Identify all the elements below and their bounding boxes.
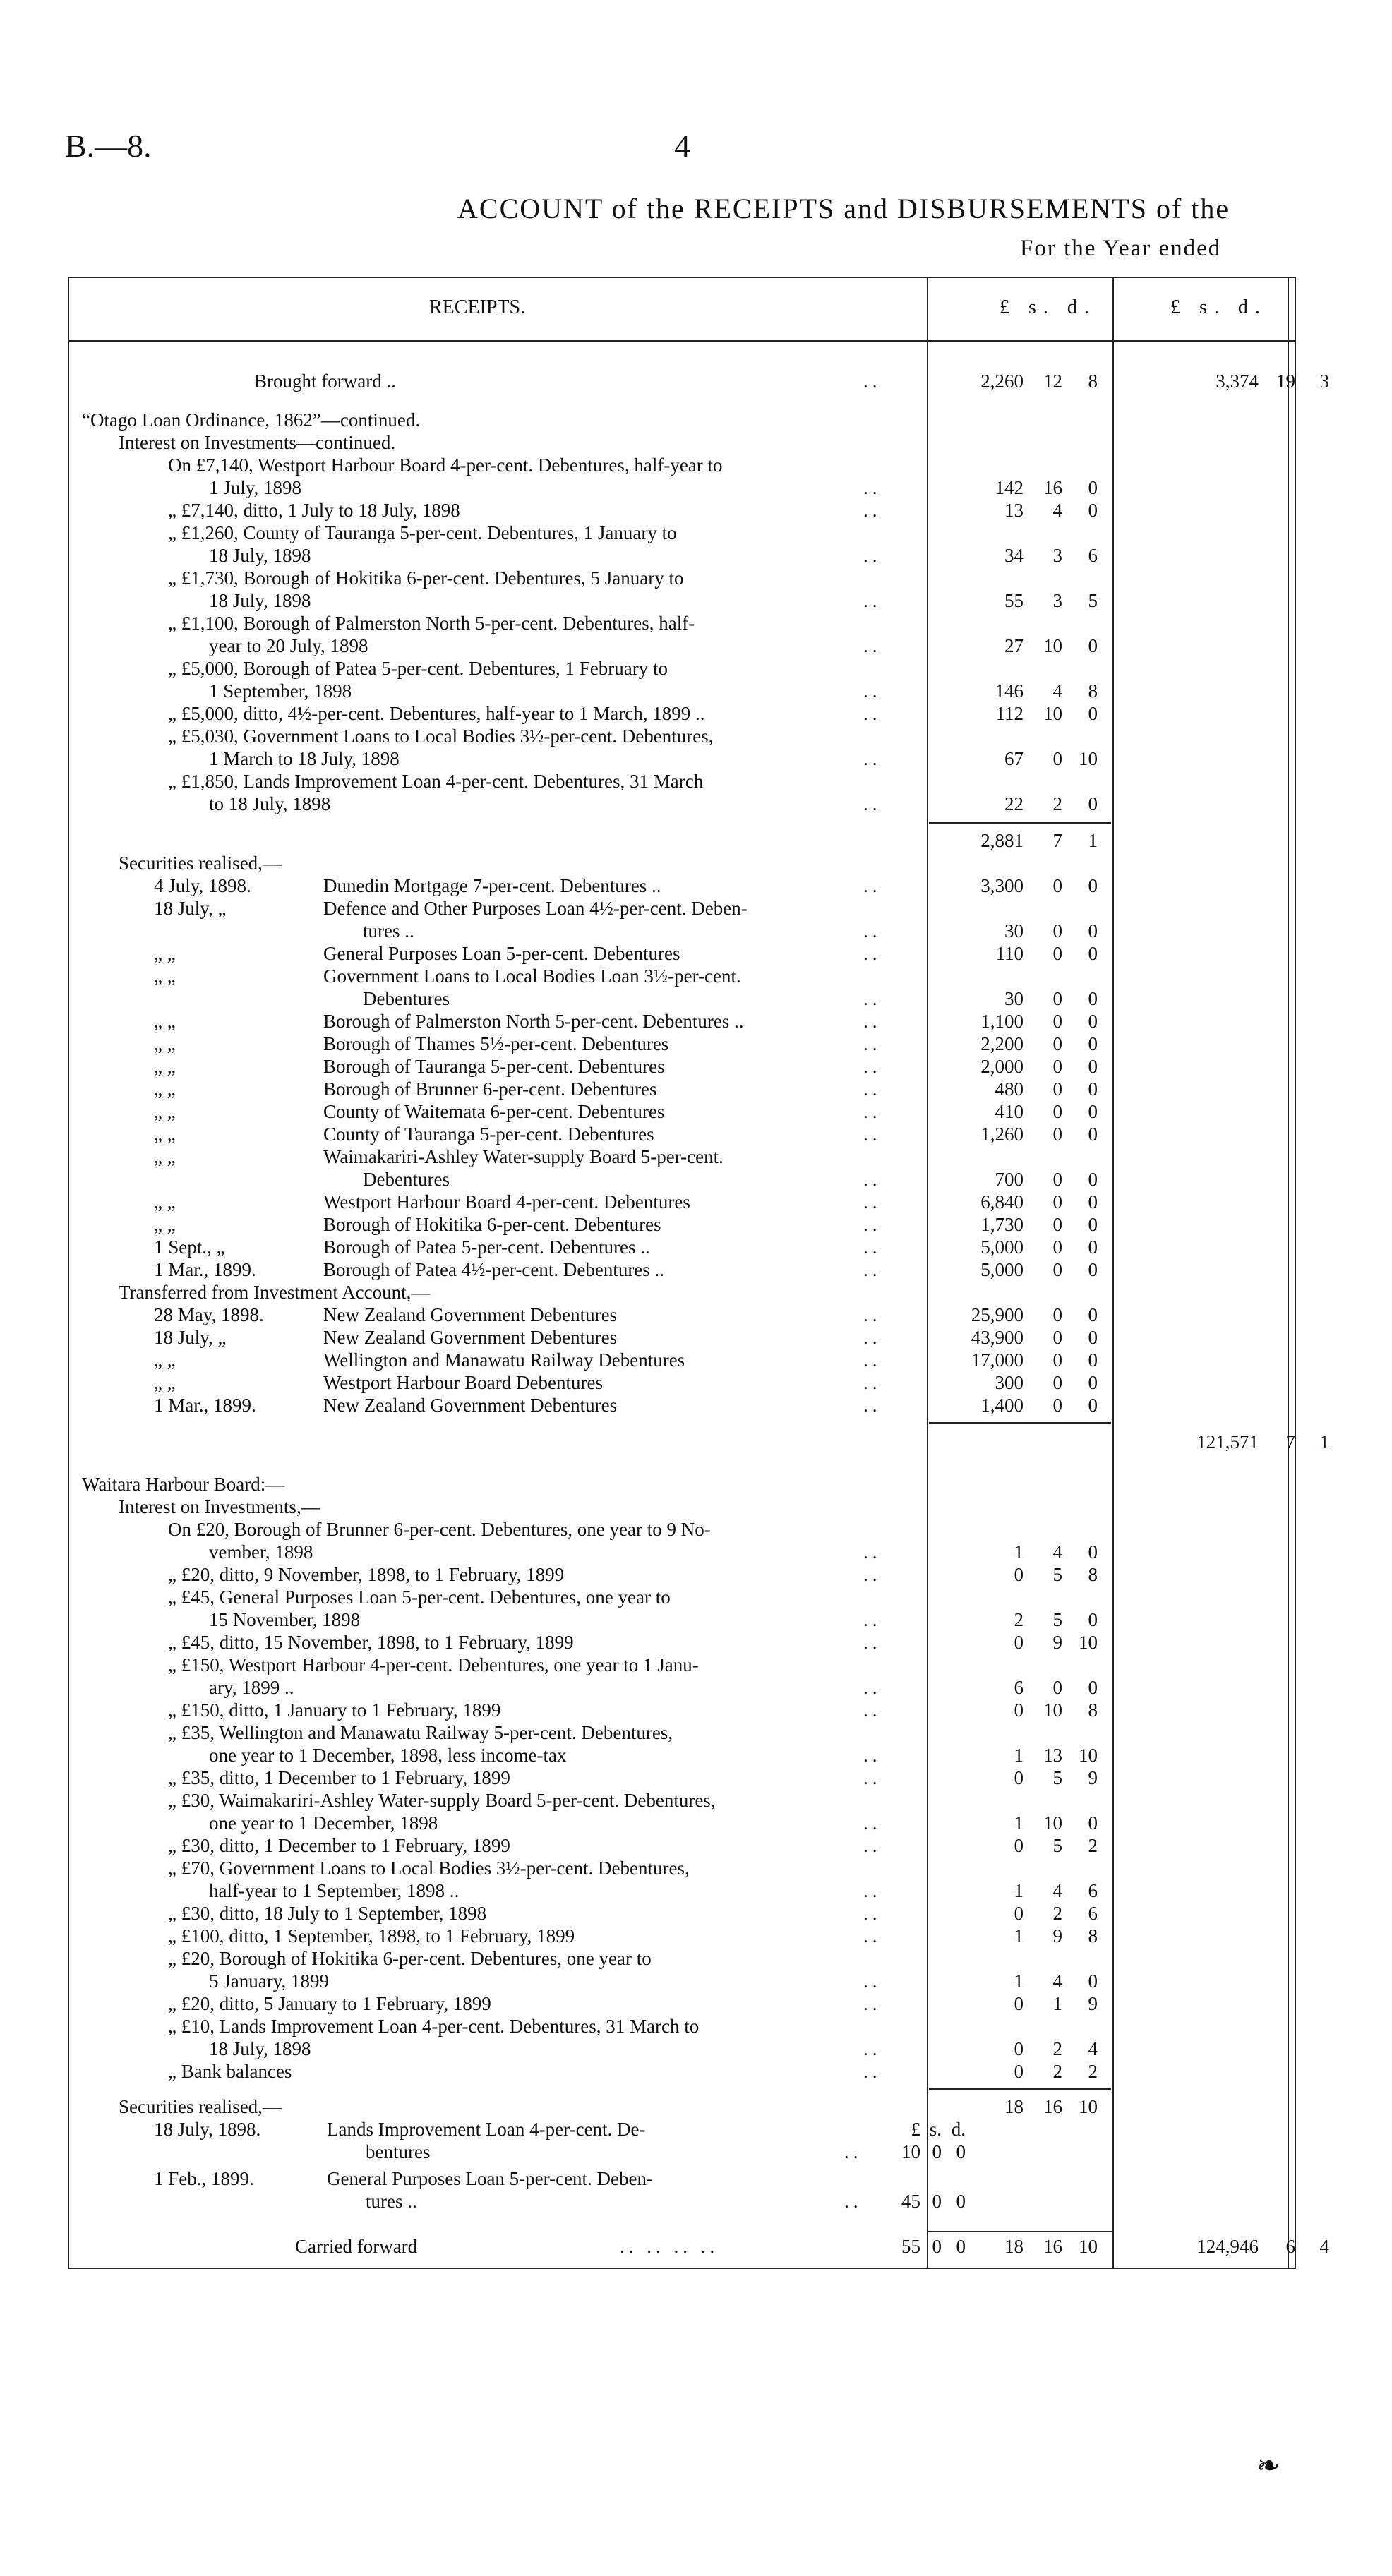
table-row xyxy=(69,897,1297,920)
table-row xyxy=(69,1812,1297,1834)
row-text: Defence and Other Purposes Loan 4½-per-cent. Deben- xyxy=(323,898,748,919)
inner-amount: 45 0 0 xyxy=(901,2191,966,2212)
row-text: Waimakariri-Ashley Water-supply Board 5-per-cent. xyxy=(323,1146,724,1167)
leader-dots: .. xyxy=(863,1236,882,1258)
row-text: Debentures xyxy=(363,988,450,1009)
row-text: 18 July, 1898 xyxy=(209,590,311,611)
amount: 6 0 0 xyxy=(1014,1677,1098,1698)
amount: 0 10 8 xyxy=(1014,1699,1098,1721)
leader-dots: .. xyxy=(863,1767,882,1788)
table-row xyxy=(69,1947,1297,1970)
amount: 110 0 0 xyxy=(995,943,1098,964)
ink-blot-mark: ❧ xyxy=(1256,2450,1280,2481)
amount: 43,900 0 0 xyxy=(971,1327,1098,1348)
row-text: to 18 July, 1898 xyxy=(209,793,331,814)
leader-dots: .. xyxy=(863,545,882,566)
leader-dots: .. xyxy=(863,1903,882,1924)
total-amount: 124,946 6 4 xyxy=(1196,2236,1329,2257)
amount: 142 16 0 xyxy=(995,477,1098,498)
table-row xyxy=(69,680,1297,702)
inner-amount: £ s. d. xyxy=(911,2119,966,2140)
row-date: 1 Mar., 1899. xyxy=(154,1395,256,1416)
subsection-heading xyxy=(69,852,1297,874)
table-row xyxy=(69,747,1297,770)
leader-dots: .. xyxy=(863,1214,882,1235)
row-text: „ £5,030, Government Loans to Local Bodies 3½-per-cent. Debentures, xyxy=(168,726,714,747)
brought-forward-row xyxy=(69,370,1329,392)
subtotal-rule xyxy=(929,2088,1111,2090)
leader-dots: .. xyxy=(863,1880,882,1901)
subsection-heading xyxy=(69,431,1297,454)
receipts-table xyxy=(68,277,1329,2269)
row-text: Wellington and Manawatu Railway Debentures xyxy=(323,1349,685,1371)
row-date: 4 July, 1898. xyxy=(154,875,251,896)
subtotal-rule xyxy=(929,1422,1111,1424)
row-text: 1 March to 18 July, 1898 xyxy=(209,748,400,769)
amount: 0 1 9 xyxy=(1014,1993,1098,2014)
row-text: New Zealand Government Debentures xyxy=(323,1395,618,1416)
row-text: New Zealand Government Debentures xyxy=(323,1304,618,1325)
table-row xyxy=(69,1767,1297,1789)
header-rule xyxy=(69,340,1295,342)
amount: 1 9 8 xyxy=(1014,1925,1098,1946)
row-text: „ £30, ditto, 1 December to 1 February, 1899 xyxy=(168,1835,510,1856)
row-date: „ „ xyxy=(154,943,176,964)
row-text: „ £150, Westport Harbour 4-per-cent. Debentures, one year to 1 Janu- xyxy=(168,1654,699,1675)
amount: 5,000 0 0 xyxy=(980,1259,1098,1280)
leader-dots: .. xyxy=(863,2061,882,2082)
leader-dots: .. xyxy=(863,1812,882,1834)
section-heading xyxy=(69,409,1297,431)
table-row xyxy=(69,1586,1297,1608)
row-text: „ £1,100, Borough of Palmerston North 5-per-cent. Debentures, half- xyxy=(168,613,695,634)
row-text: Borough of Hokitika 6-per-cent. Debentures xyxy=(323,1214,661,1235)
row-date: 1 Sept., „ xyxy=(154,1236,225,1258)
leader-dots: .. xyxy=(863,1078,882,1100)
row-date: „ „ xyxy=(154,1349,176,1371)
table-row xyxy=(69,1857,1297,1879)
leader-dots: .. xyxy=(863,1564,882,1585)
row-date: 18 July, „ xyxy=(154,898,227,919)
row-text: bentures xyxy=(366,2141,431,2162)
row-text: Debentures xyxy=(363,1169,450,1190)
row-text: General Purposes Loan 5-per-cent. Deben- xyxy=(327,2168,654,2189)
section-total-row xyxy=(69,1431,1329,1453)
row-text: Brought forward .. xyxy=(254,371,396,392)
leader-dots: .. .. .. .. xyxy=(620,2236,719,2257)
table-row xyxy=(69,1744,1297,1767)
table-row xyxy=(69,2118,1297,2141)
amount: 18 16 10 xyxy=(1004,2096,1098,2117)
amount: 1 13 10 xyxy=(1014,1745,1098,1766)
row-text: half-year to 1 September, 1898 .. xyxy=(209,1880,460,1901)
leader-dots: .. xyxy=(863,943,882,964)
row-date: „ „ xyxy=(154,1101,176,1122)
table-row xyxy=(69,1236,1297,1258)
table-row xyxy=(69,1563,1297,1586)
account-title: ACCOUNT of the RECEIPTS and DISBURSEMENTS of the xyxy=(457,193,1230,224)
row-text: tures .. xyxy=(363,920,414,941)
leader-dots: .. xyxy=(863,1124,882,1145)
table-row xyxy=(69,1349,1297,1371)
amount: 0 9 10 xyxy=(1014,1632,1098,1653)
row-text: tures .. xyxy=(366,2191,417,2212)
leader-dots: .. xyxy=(863,635,882,656)
table-row xyxy=(69,1326,1297,1349)
table-row xyxy=(69,2060,1297,2083)
row-text: Carried forward xyxy=(295,2236,418,2257)
row-date: „ „ xyxy=(154,1056,176,1077)
amount: 2 5 0 xyxy=(1014,1609,1098,1630)
leader-dots: .. xyxy=(863,1699,882,1721)
row-date: 1 Mar., 1899. xyxy=(154,1259,256,1280)
amount: 18 16 10 xyxy=(1004,2236,1098,2257)
table-row xyxy=(69,476,1297,499)
leader-dots: .. xyxy=(863,500,882,521)
amount: 0 2 6 xyxy=(1014,1903,1098,1924)
table-row xyxy=(69,1371,1297,1394)
leader-dots: .. xyxy=(863,988,882,1009)
table-row xyxy=(69,702,1297,725)
row-date: 1 Feb., 1899. xyxy=(154,2168,254,2189)
leader-dots: .. xyxy=(844,2141,863,2162)
leader-dots: .. xyxy=(863,1745,882,1766)
table-row xyxy=(69,1789,1297,1812)
amount: 700 0 0 xyxy=(995,1169,1098,1190)
row-text: „ £10, Lands Improvement Loan 4-per-cent. Debentures, 31 March to xyxy=(168,2016,700,2037)
table-row xyxy=(69,634,1297,657)
row-date: „ „ xyxy=(154,1372,176,1393)
row-text: „ £1,730, Borough of Hokitika 6-per-cent. Debentures, 5 January to xyxy=(168,567,684,589)
row-text: Lands Improvement Loan 4-per-cent. De- xyxy=(327,2119,646,2140)
leader-dots: .. xyxy=(863,1169,882,1190)
subtotal-row xyxy=(69,829,1297,852)
leader-dots: .. xyxy=(844,2191,863,2212)
row-text: Waitara Harbour Board:— xyxy=(82,1474,285,1495)
row-text: „ £35, Wellington and Manawatu Railway 5-per-cent. Debentures, xyxy=(168,1722,673,1743)
amount: 2,260 12 8 xyxy=(980,371,1098,392)
amount: 5,000 0 0 xyxy=(980,1236,1098,1258)
leader-dots: .. xyxy=(863,680,882,702)
row-date: „ „ xyxy=(154,1124,176,1145)
row-date: 18 July, 1898. xyxy=(154,2119,261,2140)
subsection-heading xyxy=(69,1281,1297,1304)
amount: 0 2 2 xyxy=(1014,2061,1098,2082)
leader-dots: .. xyxy=(863,748,882,769)
leader-dots: .. xyxy=(863,371,882,392)
table-row xyxy=(69,1608,1297,1631)
row-text: 1 July, 1898 xyxy=(209,477,302,498)
amount: 1,100 0 0 xyxy=(980,1011,1098,1032)
amount: 0 5 8 xyxy=(1014,1564,1098,1585)
receipts-heading: RECEIPTS. xyxy=(429,296,526,318)
document-code: B.—8. xyxy=(65,128,152,164)
table-row xyxy=(69,1699,1297,1721)
amount: 3,300 0 0 xyxy=(980,875,1098,896)
row-date: „ „ xyxy=(154,1033,176,1054)
table-row xyxy=(69,920,1297,942)
leader-dots: .. xyxy=(863,1372,882,1393)
table-row xyxy=(69,725,1297,747)
currency-heading: £ s. d. xyxy=(1000,296,1096,318)
table-row xyxy=(69,1541,1297,1563)
row-text: vember, 1898 xyxy=(209,1541,313,1563)
row-text: “Otago Loan Ordinance, 1862”—continued. xyxy=(82,409,421,431)
leader-dots: .. xyxy=(863,1011,882,1032)
leader-dots: .. xyxy=(863,1327,882,1348)
table-row xyxy=(69,1902,1297,1925)
row-text: Interest on Investments,— xyxy=(119,1496,320,1517)
amount: 0 2 4 xyxy=(1014,2038,1098,2059)
row-text: County of Waitemata 6-per-cent. Debentures xyxy=(323,1101,665,1122)
leader-dots: .. xyxy=(863,875,882,896)
table-row xyxy=(69,1055,1297,1078)
amount: 2,881 7 1 xyxy=(980,830,1098,851)
table-row xyxy=(69,1145,1297,1168)
row-date: „ „ xyxy=(154,1146,176,1167)
amount: 22 2 0 xyxy=(1004,793,1098,814)
leader-dots: .. xyxy=(863,1349,882,1371)
row-text: „ £5,000, ditto, 4½-per-cent. Debentures, half-year to 1 March, 1899 .. xyxy=(168,703,705,724)
leader-dots: .. xyxy=(863,1101,882,1122)
table-row xyxy=(69,544,1297,567)
amount: 2,000 0 0 xyxy=(980,1056,1098,1077)
row-text: „ £30, Waimakariri-Ashley Water-supply Board 5-per-cent. Debentures, xyxy=(168,1790,716,1811)
row-text: Dunedin Mortgage 7-per-cent. Debentures .. xyxy=(323,875,661,896)
currency-heading: £ s. d. xyxy=(1170,296,1267,318)
row-text: „ £150, ditto, 1 January to 1 February, 1899 xyxy=(168,1699,501,1721)
row-text: one year to 1 December, 1898 xyxy=(209,1812,438,1834)
table-row xyxy=(69,1834,1297,1857)
amount: 27 10 0 xyxy=(1004,635,1098,656)
row-text: Securities realised,— xyxy=(119,2096,282,2117)
table-row xyxy=(69,1258,1297,1281)
table-row xyxy=(69,1010,1297,1033)
table-row xyxy=(69,589,1297,612)
leader-dots: .. xyxy=(863,590,882,611)
row-text: Borough of Tauranga 5-per-cent. Debentures xyxy=(323,1056,665,1077)
row-text: Westport Harbour Board Debentures xyxy=(323,1372,603,1393)
row-text: one year to 1 December, 1898, less income-tax xyxy=(209,1745,567,1766)
amount: 0 5 2 xyxy=(1014,1835,1098,1856)
leader-dots: .. xyxy=(863,920,882,941)
amount: 112 10 0 xyxy=(995,703,1098,724)
row-date: „ „ xyxy=(154,965,176,987)
table-row xyxy=(69,2141,1297,2163)
amount: 480 0 0 xyxy=(995,1078,1098,1100)
leader-dots: .. xyxy=(863,1993,882,2014)
leader-dots: .. xyxy=(863,703,882,724)
table-row xyxy=(69,454,1297,476)
leader-dots: .. xyxy=(863,1632,882,1653)
row-text: Transferred from Investment Account,— xyxy=(119,1282,431,1303)
amount: 34 3 6 xyxy=(1004,545,1098,566)
row-text: „ £35, ditto, 1 December to 1 February, 1899 xyxy=(168,1767,510,1788)
row-text: „ £20, ditto, 9 November, 1898, to 1 February, 1899 xyxy=(168,1564,565,1585)
table-row xyxy=(69,1123,1297,1145)
inner-amount: 55 0 0 xyxy=(901,2236,966,2257)
leader-dots: .. xyxy=(863,1056,882,1077)
amount: 67 0 10 xyxy=(1004,748,1098,769)
table-row xyxy=(69,657,1297,680)
amount: 1,260 0 0 xyxy=(980,1124,1098,1145)
row-text: „ £30, ditto, 18 July to 1 September, 1898 xyxy=(168,1903,487,1924)
amount: 17,000 0 0 xyxy=(971,1349,1098,1371)
table-row xyxy=(69,2015,1297,2038)
row-text: „ Bank balances xyxy=(168,2061,292,2082)
leader-dots: .. xyxy=(863,1541,882,1563)
row-text: „ £7,140, ditto, 1 July to 18 July, 1898 xyxy=(168,500,460,521)
table-row xyxy=(69,1191,1297,1213)
account-subtitle: For the Year ended xyxy=(1020,236,1222,261)
amount: 30 0 0 xyxy=(1004,920,1098,941)
table-row xyxy=(69,1992,1297,2015)
leader-dots: .. xyxy=(863,1259,882,1280)
row-text: New Zealand Government Debentures xyxy=(323,1327,618,1348)
table-row xyxy=(69,2190,1297,2213)
row-text: Borough of Patea 5-per-cent. Debentures .. xyxy=(323,1236,650,1258)
leader-dots: .. xyxy=(863,1925,882,1946)
table-row xyxy=(69,1631,1297,1654)
inner-amount: 10 0 0 xyxy=(901,2141,966,2162)
table-row xyxy=(69,1970,1297,1992)
table-row xyxy=(69,965,1297,987)
amount: 1 4 6 xyxy=(1014,1880,1098,1901)
row-text: County of Tauranga 5-per-cent. Debentures xyxy=(323,1124,654,1145)
table-row xyxy=(69,499,1297,522)
table-row xyxy=(69,612,1297,634)
amount: 1 4 0 xyxy=(1014,1541,1098,1563)
total-amount: 3,374 19 3 xyxy=(1216,371,1329,392)
table-row xyxy=(69,793,1297,815)
amount: 55 3 5 xyxy=(1004,590,1098,611)
row-text: Westport Harbour Board 4-per-cent. Debentures xyxy=(323,1191,690,1212)
table-row xyxy=(69,1304,1297,1326)
leader-dots: .. xyxy=(863,1609,882,1630)
row-date: „ „ xyxy=(154,1214,176,1235)
subsection-heading xyxy=(69,1495,1297,1518)
row-text: ary, 1899 .. xyxy=(209,1677,294,1698)
row-text: „ £70, Government Loans to Local Bodies 3½-per-cent. Debentures, xyxy=(168,1858,690,1879)
amount: 1,730 0 0 xyxy=(980,1214,1098,1235)
row-date: „ „ xyxy=(154,1078,176,1100)
row-text: Borough of Palmerston North 5-per-cent. Debentures .. xyxy=(323,1011,744,1032)
row-text: 1 September, 1898 xyxy=(209,680,352,702)
table-row xyxy=(69,987,1297,1010)
table-row xyxy=(69,1033,1297,1055)
subsection-heading xyxy=(69,2095,1297,2118)
amount: 25,900 0 0 xyxy=(971,1304,1098,1325)
row-text: „ £45, General Purposes Loan 5-per-cent. Debentures, one year to xyxy=(168,1587,671,1608)
table-row xyxy=(69,1676,1297,1699)
leader-dots: .. xyxy=(863,1395,882,1416)
row-text: Interest on Investments—continued. xyxy=(119,432,396,453)
leader-dots: .. xyxy=(863,1304,882,1325)
row-text: 18 July, 1898 xyxy=(209,545,311,566)
leader-dots: .. xyxy=(863,1970,882,1992)
subtotal-rule xyxy=(929,822,1111,824)
table-row xyxy=(69,1654,1297,1676)
row-text: „ £45, ditto, 15 November, 1898, to 1 February, 1899 xyxy=(168,1632,574,1653)
table-row xyxy=(69,1394,1297,1416)
row-text: Government Loans to Local Bodies Loan 3½-per-cent. xyxy=(323,965,741,987)
row-text: Securities realised,— xyxy=(119,853,282,874)
amount: 1 4 0 xyxy=(1014,1970,1098,1992)
table-row xyxy=(69,1078,1297,1100)
amount: 1 10 0 xyxy=(1014,1812,1098,1834)
table-row xyxy=(69,2038,1297,2060)
row-date: 28 May, 1898. xyxy=(154,1304,264,1325)
table-row xyxy=(69,874,1297,897)
amount: 2,200 0 0 xyxy=(980,1033,1098,1054)
table-row xyxy=(69,567,1297,589)
row-date: „ „ xyxy=(154,1191,176,1212)
row-text: 18 July, 1898 xyxy=(209,2038,311,2059)
amount: 300 0 0 xyxy=(995,1372,1098,1393)
section-heading xyxy=(69,1473,1297,1495)
table-row xyxy=(69,2167,1297,2190)
amount: 30 0 0 xyxy=(1004,988,1098,1009)
row-text: On £7,140, Westport Harbour Board 4-per-cent. Debentures, half-year to xyxy=(168,455,723,476)
row-text: General Purposes Loan 5-per-cent. Debentures xyxy=(323,943,680,964)
leader-dots: .. xyxy=(863,2038,882,2059)
total-amount: 121,571 7 1 xyxy=(1196,1431,1329,1452)
amount: 6,840 0 0 xyxy=(980,1191,1098,1212)
page-number: 4 xyxy=(674,128,690,164)
row-text: year to 20 July, 1898 xyxy=(209,635,368,656)
leader-dots: .. xyxy=(863,793,882,814)
row-text: „ £100, ditto, 1 September, 1898, to 1 February, 1899 xyxy=(168,1925,575,1946)
table-row xyxy=(69,770,1297,793)
row-text: Borough of Brunner 6-per-cent. Debentures xyxy=(323,1078,657,1100)
row-text: „ £20, Borough of Hokitika 6-per-cent. Debentures, one year to xyxy=(168,1948,652,1969)
row-text: 15 November, 1898 xyxy=(209,1609,361,1630)
row-text: Borough of Thames 5½-per-cent. Debentures xyxy=(323,1033,669,1054)
row-text: „ £1,850, Lands Improvement Loan 4-per-cent. Debentures, 31 March xyxy=(168,771,704,792)
table-row xyxy=(69,942,1297,965)
row-date: 18 July, „ xyxy=(154,1327,227,1348)
row-text: 5 January, 1899 xyxy=(209,1970,329,1992)
table-row xyxy=(69,1213,1297,1236)
leader-dots: .. xyxy=(863,1033,882,1054)
total-rule xyxy=(927,2231,1112,2232)
table-row xyxy=(69,1925,1297,1947)
row-text: Borough of Patea 4½-per-cent. Debentures .. xyxy=(323,1259,665,1280)
table-row xyxy=(69,1100,1297,1123)
row-text: „ £5,000, Borough of Patea 5-per-cent. Debentures, 1 February to xyxy=(168,658,668,679)
table-row xyxy=(69,1518,1297,1541)
table-row xyxy=(69,522,1297,544)
table-row xyxy=(69,1721,1297,1744)
leader-dots: .. xyxy=(863,1835,882,1856)
amount: 0 5 9 xyxy=(1014,1767,1098,1788)
leader-dots: .. xyxy=(863,477,882,498)
row-date: „ „ xyxy=(154,1011,176,1032)
row-text: „ £1,260, County of Tauranga 5-per-cent. Debentures, 1 January to xyxy=(168,522,677,543)
leader-dots: .. xyxy=(863,1677,882,1698)
table-row xyxy=(69,1879,1297,1902)
leader-dots: .. xyxy=(863,1191,882,1212)
amount: 146 4 8 xyxy=(995,680,1098,702)
amount: 13 4 0 xyxy=(1004,500,1098,521)
row-text: On £20, Borough of Brunner 6-per-cent. Debentures, one year to 9 No- xyxy=(168,1519,711,1540)
amount: 1,400 0 0 xyxy=(980,1395,1098,1416)
row-text: „ £20, ditto, 5 January to 1 February, 1899 xyxy=(168,1993,491,2014)
table-row xyxy=(69,1168,1297,1191)
amount: 410 0 0 xyxy=(995,1101,1098,1122)
